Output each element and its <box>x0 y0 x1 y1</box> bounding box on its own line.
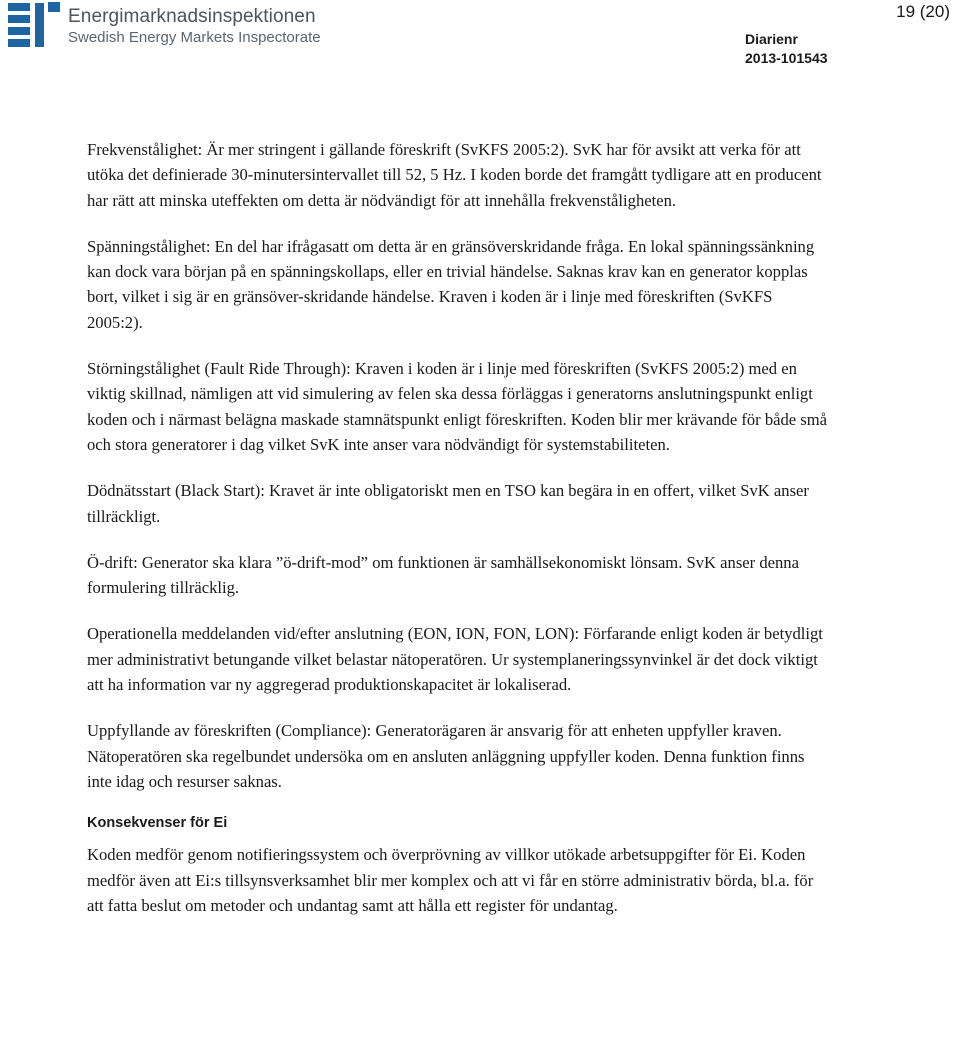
org-name-swedish: Energimarknadsinspektionen <box>68 6 316 27</box>
paragraph-frequency-tolerance: Frekvenstålighet: Är mer stringent i gällande föreskrift (SvKFS 2005:2). SvK har för avsikt att verka för att utöka det definierade 30-minutersintervallet till 52, 5 Hz. I koden borde det framgått tydligare att en producent har rätt att minska uteffekten om detta är nödvändigt för att innehålla frekvenståligheten. <box>87 140 822 210</box>
paragraph-fault-ride-through: Störningstålighet (Fault Ride Through): Kraven i koden är i linje med föreskriften (SvKFS 2005:2) med en viktig skillnad, nämligen att vid simulering av felen ska dessa förläggas i generatorns anslutningspunkt enligt koden och i närmast belägna maskade stamnätspunkt enligt föreskriften. Koden blir mer krävande för både små och stora generatorer i dag vilket SvK inte anser vara nödvändigt för systemstabiliteten. <box>87 359 828 454</box>
ei-logo-icon <box>8 2 60 50</box>
diary-number: 2013-101543 <box>745 50 828 66</box>
page-header <box>0 0 960 70</box>
paragraph-voltage-tolerance: Spänningstålighet: En del har ifrågasatt om detta är en gränsöverskridande fråga. En lokal spänningssänkning kan dock vara början på en spänningskollaps, eller en trivial händelse. Saknas krav kan en generator kopplas bort, vilket i sig är en gränsöver-skridande händelse. Kraven i koden är i linje med föreskriften (SvKFS 2005:2). <box>87 236 815 332</box>
paragraph-black-start: Dödnätsstart (Black Start): Kravet är inte obligatoriskt men en TSO kan begära in en offert, vilket SvK anser tillräckligt. <box>87 481 809 526</box>
document-body <box>87 137 832 939</box>
page-number: 19 (20) <box>896 2 950 21</box>
paragraph-consequences: Koden medför genom notifieringssystem och överprövning av villkor utökade arbetsuppgifter för Ei. Koden medför även att Ei:s tillsynsverksamhet blir mer komplex och att vi får en större administrativ börda, bl.a. för att fatta beslut om metoder och undantag samt att hålla ett register för undantag. <box>87 845 814 915</box>
diary-number-block <box>745 30 828 68</box>
organization-name <box>68 6 321 48</box>
org-name-english: Swedish Energy Markets Inspectorate <box>68 29 321 46</box>
paragraph-island-operation: Ö-drift: Generator ska klara ”ö-drift-mod” om funktionen är samhällsekonomiskt lönsam. SvK anser denna formulering tillräcklig. <box>87 552 799 598</box>
paragraph-compliance: Uppfyllande av föreskriften (Compliance): Generatorägaren är ansvarig för att enheten uppfyller kraven. Nätoperatören ska regelbundet undersöka om en ansluten anläggning uppfyller koden. Denna funktion finns inte idag och resurser saknas. <box>87 721 805 791</box>
section-heading: Konsekvenser för Ei <box>87 815 228 832</box>
paragraph-operational-notifications: Operationella meddelanden vid/efter anslutning (EON, ION, FON, LON): Förfarande enligt koden är betydligt mer administrativt betungande vilket belastar nätoperatören. Ur systemplaneringssynvinkel är det dock viktigt att ha information var ny aggregerad produktionskapacitet är lokaliserad. <box>87 624 823 695</box>
diary-label: Diarienr <box>745 31 798 47</box>
